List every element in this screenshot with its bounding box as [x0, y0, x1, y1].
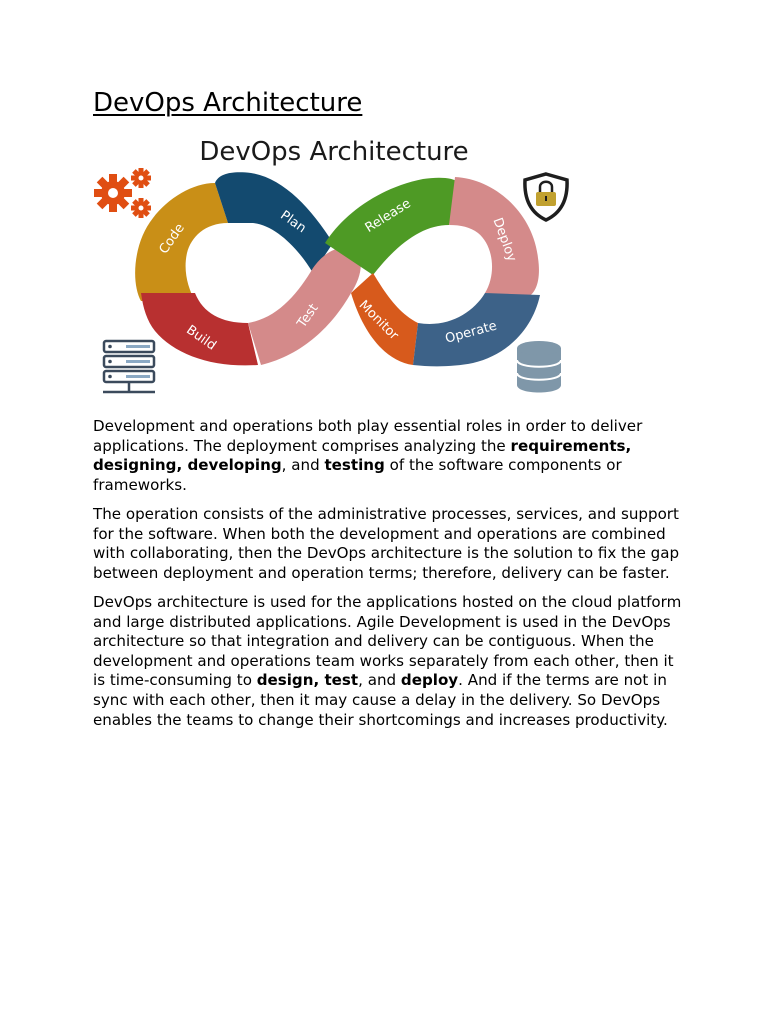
- segment-label-test: Test: [294, 301, 322, 331]
- segment-label-operate: Operate: [443, 318, 499, 347]
- paragraph-3: DevOps architecture is used for the applications hosted on the cloud platform and large distributed applications. Agile Development is used in the DevOps architecture so that integration and delivery can be contiguous. When the development and operations team works separately from each other, then it is time-consuming to design, test, and deploy. And if the terms are not in sync with each other, then it may cause a delay in the delivery. So DevOps enables the teams to change their shortcomings and increases productivity.: [93, 592, 682, 729]
- article-body: [93, 417, 683, 740]
- paragraph-2: The operation consists of the administrative processes, services, and support for the software. When both the development and operations are combined with collaborating, then the DevOps architecture is the solution to fix the gap between deployment and operation terms; therefore, delivery can be faster.: [93, 504, 680, 582]
- database-icon: [517, 341, 561, 393]
- segment-label-release: Release: [362, 196, 414, 236]
- segment-label-deploy: Deploy: [489, 215, 520, 264]
- server-icon: [103, 341, 155, 392]
- devops-architecture-figure: [93, 133, 575, 397]
- segment-test: [248, 248, 361, 365]
- paragraph-1: Development and operations both play essential roles in order to deliver applications. The deployment comprises analyzing the requirements, designing, developing, and testing of the software components or frameworks.: [93, 417, 643, 494]
- segment-label-monitor: Monitor: [355, 297, 402, 344]
- gears-icon: [94, 168, 151, 218]
- segment-label-build: Build: [183, 322, 219, 354]
- segment-code: [135, 183, 228, 301]
- figure-title: DevOps Architecture: [199, 137, 469, 167]
- page-title: DevOps Architecture: [93, 88, 363, 118]
- segment-label-plan: Plan: [277, 208, 309, 237]
- segment-plan: [215, 172, 333, 273]
- segment-label-code: Code: [156, 221, 188, 257]
- shield-lock-icon: [525, 174, 567, 220]
